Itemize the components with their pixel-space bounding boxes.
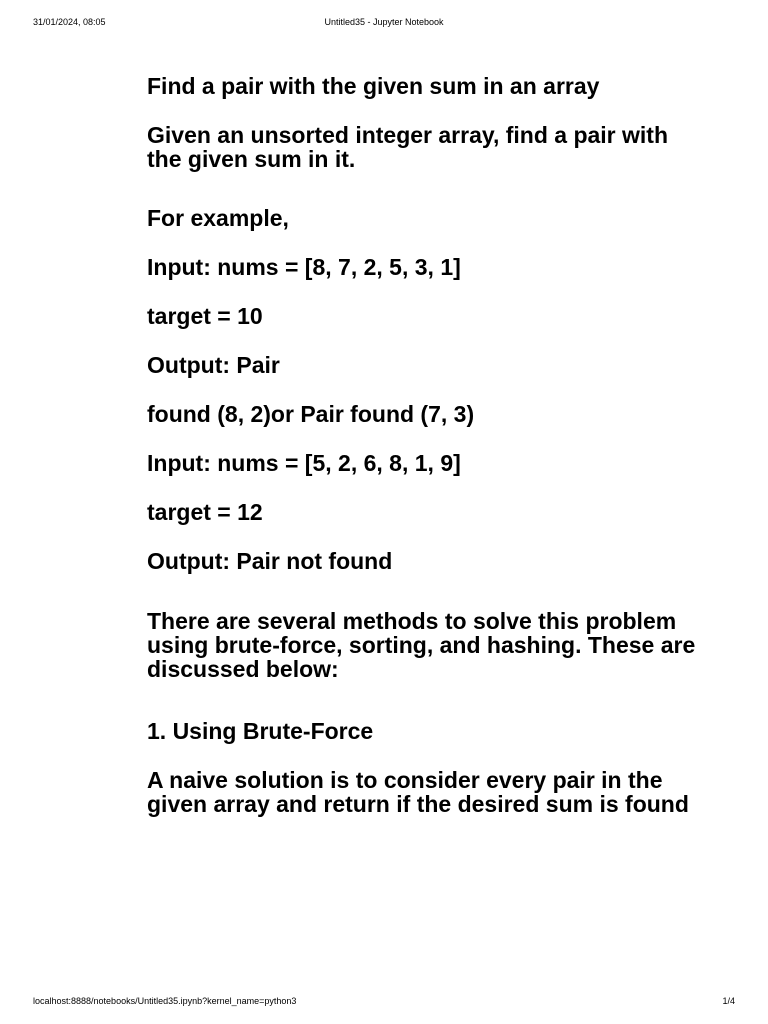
- example1-input: Input: nums = [8, 7, 2, 5, 3, 1]: [147, 254, 461, 280]
- example2-output: Output: Pair not found: [147, 548, 393, 574]
- example2-input: Input: nums = [5, 2, 6, 8, 1, 9]: [147, 450, 461, 476]
- method1-description: A naive solution is to consider every pair in the given array and return if the desired sum is found: [147, 767, 689, 817]
- print-footer: [0, 996, 768, 1008]
- print-url: localhost:8888/notebooks/Untitled35.ipynb?kernel_name=python3: [33, 996, 297, 1006]
- example1-target: target = 10: [147, 303, 263, 329]
- example2-target: target = 12: [147, 499, 263, 525]
- example1-output: Output: Pair: [147, 352, 280, 378]
- example1-output-cont: found (8, 2)or Pair found (7, 3): [147, 401, 475, 427]
- print-page-number: 1/4: [722, 996, 735, 1006]
- print-page-title: Untitled35 - Jupyter Notebook: [324, 17, 444, 27]
- problem-statement: Given an unsorted integer array, find a pair with the given sum in it.: [147, 122, 669, 172]
- print-datetime: 31/01/2024, 08:05: [33, 17, 106, 27]
- methods-intro: There are several methods to solve this problem using brute-force, sorting, and hashing. These are discussed below:: [147, 608, 696, 682]
- markdown-cell: [147, 74, 707, 816]
- method1-heading: 1. Using Brute-Force: [147, 718, 374, 744]
- example-label: For example,: [147, 205, 289, 231]
- problem-title: Find a pair with the given sum in an array: [147, 73, 600, 99]
- print-header: [0, 17, 768, 29]
